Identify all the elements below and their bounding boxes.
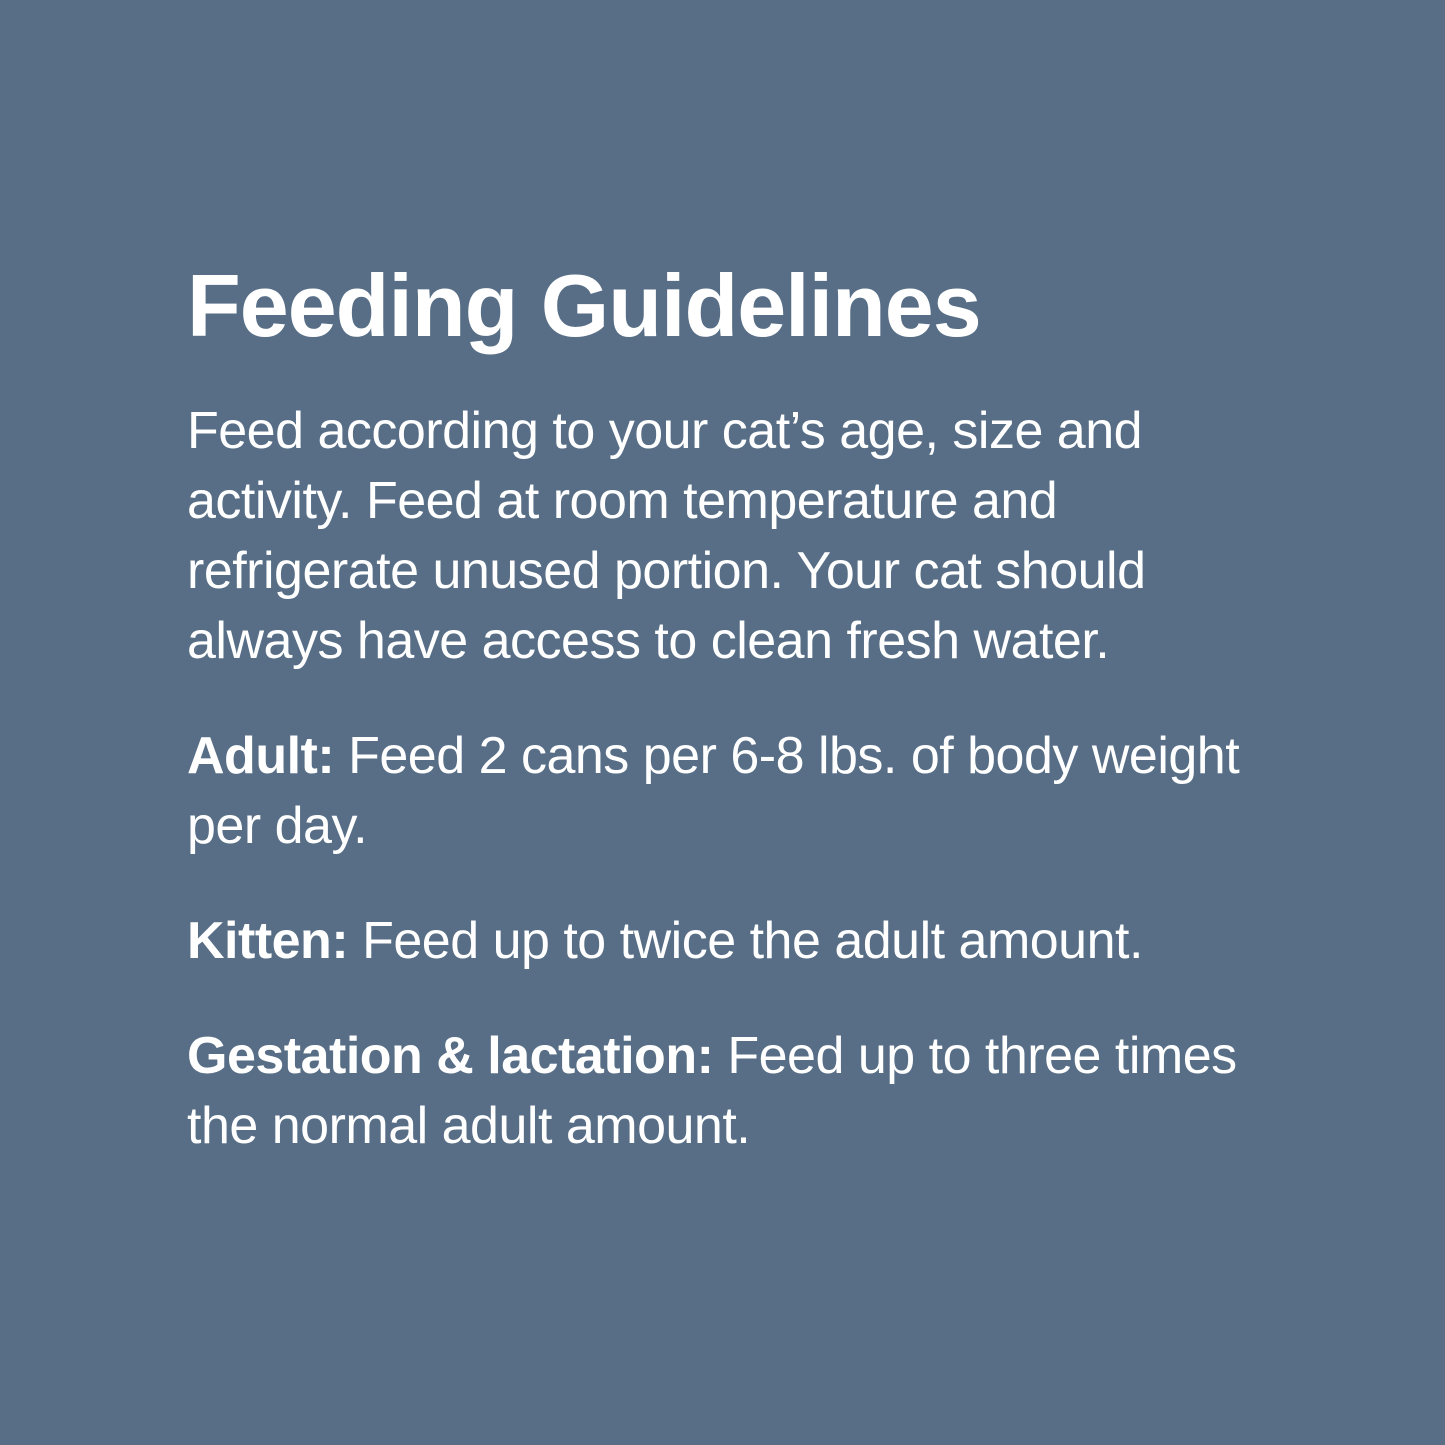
section-adult-label: Adult: bbox=[187, 727, 335, 786]
intro-paragraph: Feed according to your cat’s age, size and activity. Feed at room temperature and refrigerate unused portion. Your cat should always have access to clean fresh water. bbox=[187, 402, 1146, 671]
section-adult-text: Feed 2 cans per 6-8 lbs. of body weight per day. bbox=[187, 727, 1240, 856]
section-kitten-label: Kitten: bbox=[187, 912, 349, 971]
section-gestation-lactation-text: Feed up to three times the normal adult amount. bbox=[187, 1027, 1237, 1156]
section-kitten-text: Feed up to twice the adult amount. bbox=[362, 912, 1143, 971]
section-adult bbox=[187, 721, 1297, 861]
section-gestation-lactation-label: Gestation & lactation: bbox=[187, 1027, 714, 1086]
page-title: Feeding Guidelines bbox=[187, 256, 981, 355]
section-kitten bbox=[187, 906, 1297, 976]
section-gestation-lactation bbox=[187, 1021, 1297, 1161]
panel-content bbox=[187, 255, 1297, 1161]
